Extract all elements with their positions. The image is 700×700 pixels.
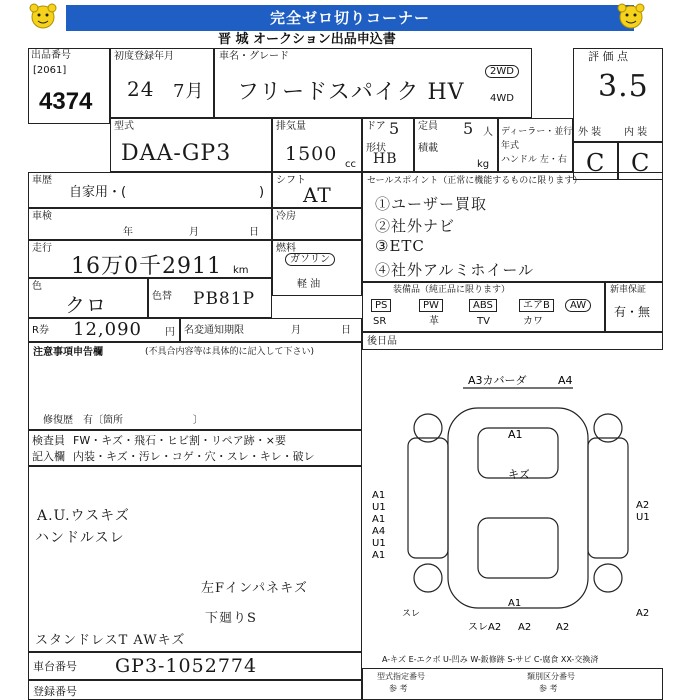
after-sale-label: 後日品 <box>367 336 397 347</box>
checker-label: 記入欄 <box>32 450 65 463</box>
checker-row: FW・キズ・飛石・ヒビ割・リペア跡・×要 <box>73 434 286 447</box>
exterior-value: C <box>586 149 606 177</box>
name-change-month: 月 <box>291 325 301 336</box>
body-value: HB <box>373 151 398 167</box>
history-label: 車歴 <box>32 175 52 186</box>
diagram-mark: A1 <box>372 490 386 501</box>
color-code-label: 色替 <box>152 291 172 302</box>
diagram-mark: A1 <box>508 598 522 609</box>
footer-model-label: 型式指定番号 <box>377 672 425 681</box>
diagram-mark: スレ <box>402 609 421 619</box>
model-value: DAA-GP3 <box>121 141 232 166</box>
sales-item: ①ユーザー買取 <box>375 195 488 213</box>
registration-year: 24 <box>127 77 155 101</box>
mascot-icon <box>26 2 60 34</box>
displacement-unit: cc <box>345 159 356 170</box>
banner-title: 完全ゼロ切りコーナー <box>66 5 634 31</box>
notes-repair: 修復歴 有〔箇所 〕 <box>43 415 203 426</box>
new-car-value: 有・無 <box>614 305 651 319</box>
diagram-mark: A3カバーダ <box>468 374 527 387</box>
cooler-cell <box>272 208 362 240</box>
mascot-icon <box>614 2 648 34</box>
model-cell <box>110 118 272 172</box>
interior-value: C <box>631 149 651 177</box>
auction-sheet <box>28 32 668 700</box>
inspection-day: 日 <box>249 227 259 238</box>
sales-title: セールスポイント（正常に機能するものに限ります） <box>367 176 583 186</box>
lot-code: [2061] <box>33 65 67 76</box>
handle-label: ハンドル 左・右 <box>501 155 567 165</box>
checker-cell <box>28 430 362 466</box>
equipment-cell <box>362 282 605 332</box>
diagram-legend: A-キズ E-エクボ U-凹み W-鈑修跡 S-サビ C-腐食 XX-交換済 <box>382 655 599 664</box>
footer-cell <box>362 668 663 700</box>
diagram-mark: A4 <box>372 526 386 537</box>
equipment-airbag: エアB <box>519 299 554 312</box>
chassis-label: 車台番号 <box>33 660 77 673</box>
sales-item: ④社外アルミホイール <box>375 261 535 279</box>
handwritten-note: スタンドレスT AWキズ <box>35 633 186 648</box>
reg-number-cell <box>28 680 362 700</box>
model-label: 型式 <box>114 121 134 132</box>
diagram-mark: U1 <box>372 538 386 549</box>
inspection-label: 車検 <box>32 211 52 222</box>
mileage-cell <box>28 240 272 278</box>
sheet-title: 晋 城 オークション出品申込書 <box>218 32 396 47</box>
grade-cell <box>573 48 663 142</box>
diagram-mark: A1 <box>372 514 386 525</box>
equipment-leather: 革 <box>429 316 439 327</box>
chassis-cell <box>28 652 362 680</box>
car-name-value: フリードスパイク HV <box>237 80 465 105</box>
load-label: 積載 <box>418 143 438 154</box>
diagram-mark: A2 <box>518 622 532 633</box>
registration-label: 初度登録年月 <box>114 51 174 62</box>
fuel-diesel: 軽 油 <box>297 279 321 290</box>
body-label: 形状 <box>366 143 386 154</box>
footer-class-label: 類別区分番号 <box>527 672 575 681</box>
equipment-abs: ABS <box>469 299 497 312</box>
diagram-mark: A1 <box>372 550 386 561</box>
diagram-mark: A2 <box>636 500 650 511</box>
equipment-tv: TV <box>477 316 490 327</box>
dealer-year-label: 年式 <box>501 141 520 151</box>
equipment-sr: SR <box>373 316 387 327</box>
car-name-cell <box>214 48 532 118</box>
grade-label: 評 価 点 <box>588 50 628 63</box>
equipment-aw: AW <box>565 299 591 312</box>
diagram-mark: A1 <box>508 428 523 441</box>
diagram-mark: U1 <box>636 512 650 523</box>
capacity-label: 定員 <box>418 121 438 132</box>
displacement-cell <box>272 118 362 172</box>
fuel-gasoline: ガソリン <box>285 253 335 266</box>
color-cell <box>28 278 148 318</box>
diagram-mark: A4 <box>558 374 573 387</box>
new-car-cell <box>605 282 663 332</box>
doors-cell <box>362 118 414 172</box>
chassis-value: GP3-1052774 <box>115 655 258 677</box>
diagram-mark: キズ <box>508 468 530 481</box>
displacement-value: 1500 <box>285 143 338 165</box>
recycle-label: R券 <box>32 325 49 336</box>
dealer-cell <box>498 118 573 172</box>
recycle-cell <box>28 318 180 342</box>
registration-cell <box>110 48 214 118</box>
handwritten-note: 左Fインパネキズ <box>201 581 308 596</box>
capacity-cell <box>414 118 498 172</box>
recycle-value: 12,090 <box>73 319 142 340</box>
drive-4wd: 4WD <box>490 93 514 104</box>
handwritten-note: A.U.ウスキズ <box>37 508 130 524</box>
mileage-value: 16万0千2911 <box>71 254 222 279</box>
color-code-cell <box>148 278 272 318</box>
equipment-ps: PS <box>371 299 391 312</box>
diagram-mark: U1 <box>372 502 386 513</box>
inspection-year: 年 <box>123 227 133 238</box>
fuel-label: 燃料 <box>276 243 296 254</box>
inspection-month: 月 <box>189 227 199 238</box>
diagram-mark: A2 <box>636 608 650 619</box>
interior-label: 内 装 <box>624 127 648 138</box>
car-diagram <box>368 368 668 648</box>
capacity-unit: 人 <box>483 127 493 138</box>
banner <box>0 0 700 36</box>
notes-title: 注意事項申告欄 <box>33 347 103 358</box>
lot-number: 4374 <box>39 88 93 115</box>
lot-label: 出品番号 <box>31 50 71 61</box>
name-change-day: 日 <box>341 325 351 336</box>
notes-sub: (不具合内容等は具体的に記入して下さい) <box>145 347 315 357</box>
sales-item: ②社外ナビ <box>375 217 456 235</box>
footer-ref: 参 考 <box>539 684 558 693</box>
reg-number-label: 登録番号 <box>33 685 77 698</box>
dealer-label: ディーラー・並行 <box>501 127 573 137</box>
shift-cell <box>272 172 362 208</box>
equipment-kawa: カワ <box>523 316 543 327</box>
exterior-label: 外 装 <box>578 127 602 138</box>
color-code-value: PB81P <box>193 289 256 309</box>
color-value: クロ <box>65 293 107 317</box>
load-unit: kg <box>477 159 490 170</box>
history-close: ) <box>259 185 265 200</box>
equipment-title: 装備品（純正品に限ります） <box>393 285 511 295</box>
mileage-unit: km <box>233 265 249 276</box>
car-name-label: 車名・グレード <box>219 51 289 62</box>
footer-ref: 参 考 <box>389 684 408 693</box>
diagram-mark: A2 <box>556 622 570 633</box>
shift-label: シフト <box>276 175 306 186</box>
checker-label: 検査員 <box>32 434 65 447</box>
history-value: 自家用・( <box>69 185 127 200</box>
history-cell <box>28 172 272 208</box>
sales-item: ③ETC <box>375 237 425 255</box>
equipment-pw: PW <box>419 299 443 312</box>
checker-row: 内装・キズ・汚レ・コゲ・穴・スレ・キレ・破レ <box>73 450 315 463</box>
capacity-value: 5 <box>463 119 475 138</box>
shift-value: AT <box>303 183 332 207</box>
after-sale-cell <box>362 332 663 350</box>
doors-label: ドア <box>366 121 386 132</box>
recycle-unit: 円 <box>165 327 175 338</box>
handwritten-note: ハンドルスレ <box>35 530 125 546</box>
lot-cell <box>28 48 110 124</box>
sales-cell <box>362 172 663 282</box>
color-label: 色 <box>32 281 42 292</box>
mileage-label: 走行 <box>32 243 52 254</box>
drive-2wd: 2WD <box>485 65 519 78</box>
displacement-label: 排気量 <box>276 121 306 132</box>
registration-month: 7月 <box>173 81 205 102</box>
handwritten-note: 下廻りS <box>205 611 257 626</box>
grade-value: 3.5 <box>598 69 649 104</box>
new-car-label: 新車保証 <box>610 285 647 295</box>
cooler-label: 冷房 <box>276 211 296 222</box>
doors-value: 5 <box>389 119 401 138</box>
notes-cell <box>28 342 362 430</box>
name-change-label: 名変通知期限 <box>184 325 244 336</box>
diagram-mark: スレA2 <box>468 622 502 633</box>
handwritten-area <box>28 466 362 652</box>
name-change-cell <box>180 318 362 342</box>
inspection-cell <box>28 208 272 240</box>
fuel-cell <box>272 240 362 296</box>
